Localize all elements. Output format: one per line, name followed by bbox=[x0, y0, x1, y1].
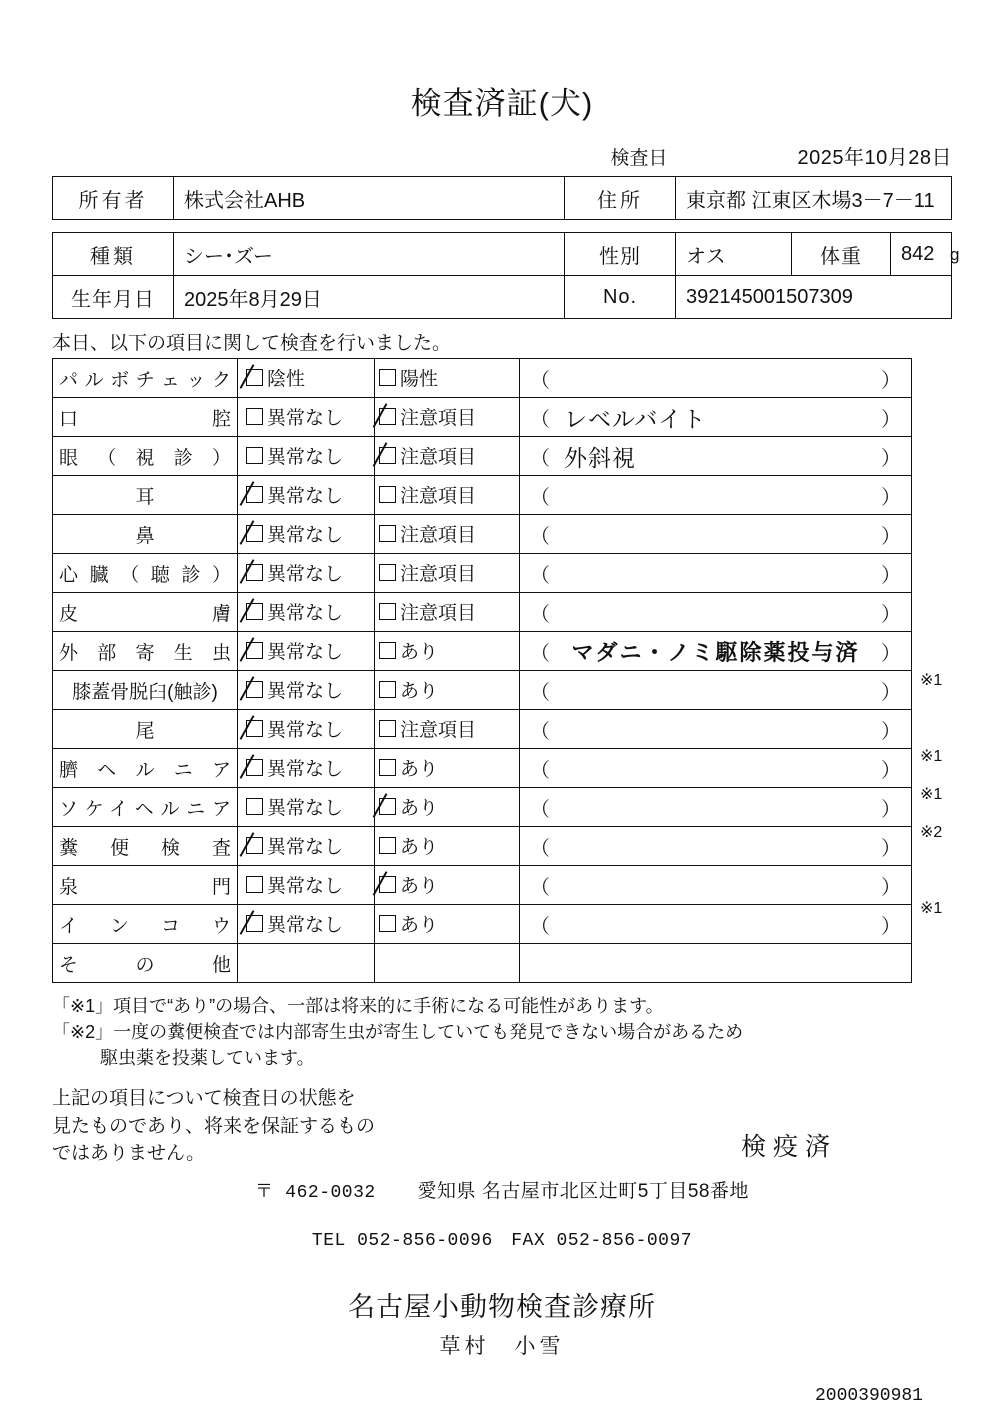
disclaimer-line-2: 見たものであり、将来を保証するもの bbox=[52, 1115, 376, 1137]
footnote-marker: ※1 bbox=[920, 748, 943, 765]
checked-checkbox-icon[interactable] bbox=[246, 525, 263, 542]
checklist-note-cell[interactable] bbox=[520, 827, 912, 866]
checklist-option-1[interactable] bbox=[238, 476, 375, 515]
checklist-table bbox=[52, 358, 912, 983]
checkbox-label: あり bbox=[400, 798, 439, 819]
note-handwritten-text: レベルバイト bbox=[564, 406, 707, 433]
checkbox-icon[interactable] bbox=[379, 915, 396, 932]
owner-label: 所有者 bbox=[53, 177, 174, 220]
note-close-paren: ） bbox=[881, 369, 901, 392]
checked-checkbox-icon[interactable] bbox=[379, 408, 396, 425]
clinic-address-line bbox=[52, 1176, 952, 1203]
checklist-item-label: 鼻 bbox=[53, 515, 238, 554]
checklist-item-label: インコウ bbox=[53, 905, 238, 944]
checklist-option-2[interactable] bbox=[375, 398, 520, 437]
note-close-paren: ） bbox=[881, 642, 901, 665]
checklist-item-label: 臍ヘルニア bbox=[53, 749, 238, 788]
footnote-2-cont: 駆虫薬を投薬しています。 bbox=[100, 1048, 315, 1069]
note-close-paren: ） bbox=[881, 759, 901, 782]
checkbox-icon[interactable] bbox=[246, 798, 263, 815]
checklist-option-1[interactable] bbox=[238, 710, 375, 749]
checkbox-label: 異常なし bbox=[267, 798, 344, 819]
checklist-option-1[interactable] bbox=[238, 632, 375, 671]
checklist-item-label: パルボチェック bbox=[53, 359, 238, 398]
checklist-item-label: 心臓（聴診） bbox=[53, 554, 238, 593]
checklist-note-cell[interactable] bbox=[520, 749, 912, 788]
disclaimer-stamp-row bbox=[52, 1085, 952, 1168]
checklist-option-1[interactable] bbox=[238, 515, 375, 554]
breed-row bbox=[53, 233, 952, 276]
checklist-note-cell[interactable] bbox=[520, 437, 912, 476]
checklist-option-1[interactable] bbox=[238, 866, 375, 905]
note-close-paren: ） bbox=[881, 525, 901, 548]
page-title: 検査済証(犬) bbox=[410, 86, 594, 121]
checkbox-label: 異常なし bbox=[267, 486, 344, 507]
checkbox-label: 注意項目 bbox=[400, 564, 477, 585]
checkbox-label: 注意項目 bbox=[400, 486, 477, 507]
checklist-option-2[interactable] bbox=[375, 749, 520, 788]
checklist-option-1[interactable] bbox=[238, 749, 375, 788]
veterinarian-name: 草村 小雪 bbox=[439, 1334, 565, 1358]
note-close-paren: ） bbox=[881, 876, 901, 899]
checkbox-label: あり bbox=[400, 915, 439, 936]
note-open-paren: （ bbox=[530, 525, 550, 548]
checklist-option-2[interactable] bbox=[375, 632, 520, 671]
checked-checkbox-icon[interactable] bbox=[246, 681, 263, 698]
checklist-note-cell[interactable] bbox=[520, 671, 912, 710]
checklist-note-cell[interactable] bbox=[520, 710, 912, 749]
note-close-paren: ） bbox=[881, 915, 901, 938]
checklist-row bbox=[53, 710, 912, 749]
checklist-note-cell[interactable] bbox=[520, 398, 912, 437]
checklist-wrapper bbox=[52, 358, 952, 983]
checklist-note-cell[interactable] bbox=[520, 788, 912, 827]
address-label: 住所 bbox=[565, 177, 676, 220]
clinic-name: 名古屋小動物検査診療所 bbox=[348, 1291, 656, 1322]
animal-table bbox=[52, 232, 960, 319]
checked-checkbox-icon[interactable] bbox=[379, 447, 396, 464]
checklist-item-label: 泉 門 bbox=[53, 866, 238, 905]
note-close-paren: ） bbox=[881, 564, 901, 587]
checklist-row bbox=[53, 866, 912, 905]
checklist-option-2[interactable] bbox=[375, 905, 520, 944]
checklist-row bbox=[53, 476, 912, 515]
note-handwritten-text: 外斜視 bbox=[564, 445, 636, 472]
checkbox-icon[interactable] bbox=[379, 525, 396, 542]
footnote-2: 「※2」一度の糞便検査では内部寄生虫が寄生していても発見できない場合があるため bbox=[52, 1022, 744, 1043]
checklist-option-2[interactable] bbox=[375, 359, 520, 398]
note-open-paren: （ bbox=[530, 915, 550, 938]
note-close-paren: ） bbox=[881, 603, 901, 626]
checklist-note-cell[interactable] bbox=[520, 359, 912, 398]
checklist-row bbox=[53, 593, 912, 632]
checked-checkbox-icon[interactable] bbox=[246, 369, 263, 386]
checkbox-icon[interactable] bbox=[379, 369, 396, 386]
checklist-option-1[interactable] bbox=[238, 593, 375, 632]
footnote-marker: ※1 bbox=[920, 672, 943, 689]
checklist-row bbox=[53, 554, 912, 593]
checklist-option-2[interactable] bbox=[375, 593, 520, 632]
footnotes bbox=[52, 993, 952, 1071]
checklist-row bbox=[53, 749, 912, 788]
checkbox-label: 異常なし bbox=[267, 915, 344, 936]
checkbox-icon[interactable] bbox=[379, 837, 396, 854]
checkbox-label: 注意項目 bbox=[400, 408, 477, 429]
note-open-paren: （ bbox=[530, 798, 550, 821]
footnote-marker: ※1 bbox=[920, 900, 943, 917]
note-close-paren: ） bbox=[881, 408, 901, 431]
checked-checkbox-icon[interactable] bbox=[246, 759, 263, 776]
checklist-item-label: 外部寄生虫 bbox=[53, 632, 238, 671]
owner-value: 株式会社AHB bbox=[174, 177, 565, 220]
birth-label: 生年月日 bbox=[53, 276, 174, 319]
address-value: 東京都 江東区木場3－7－11 bbox=[676, 177, 952, 220]
footnote-1: 「※1」項目で“あり”の場合、一部は将来的に手術になる可能性があります。 bbox=[52, 996, 664, 1016]
clinic-tel-fax: TEL 052-856-0096 FAX 052-856-0097 bbox=[311, 1230, 693, 1251]
checklist-note-cell[interactable] bbox=[520, 866, 912, 905]
no-label: No. bbox=[565, 276, 676, 319]
checklist-row bbox=[53, 515, 912, 554]
checklist-option-2[interactable] bbox=[375, 866, 520, 905]
checkbox-label: あり bbox=[400, 681, 439, 702]
checklist-option-1[interactable] bbox=[238, 398, 375, 437]
no-value: 392145001507309 bbox=[676, 276, 952, 319]
checkbox-label: 異常なし bbox=[267, 681, 344, 702]
checked-checkbox-icon[interactable] bbox=[379, 798, 396, 815]
checklist-option-2[interactable] bbox=[375, 671, 520, 710]
birth-row bbox=[53, 276, 952, 319]
checkbox-icon[interactable] bbox=[379, 564, 396, 581]
note-open-paren: （ bbox=[530, 486, 550, 509]
checkbox-label: 異常なし bbox=[267, 564, 344, 585]
checklist-option-2[interactable] bbox=[375, 476, 520, 515]
checkbox-label: 異常なし bbox=[267, 837, 344, 858]
note-open-paren: （ bbox=[530, 564, 550, 587]
checklist-option-2[interactable] bbox=[375, 554, 520, 593]
checklist-option-1[interactable] bbox=[238, 554, 375, 593]
checklist-row bbox=[53, 632, 912, 671]
exam-date-value: 2025年10月28日 bbox=[797, 147, 952, 169]
checklist-option-2 bbox=[375, 944, 520, 983]
note-open-paren: （ bbox=[530, 681, 550, 704]
checklist-note-cell[interactable] bbox=[520, 515, 912, 554]
clinic-address: 愛知県 名古屋市北区辻町5丁目58番地 bbox=[417, 1180, 749, 1202]
checklist-note-cell[interactable] bbox=[520, 632, 912, 671]
note-open-paren: （ bbox=[530, 603, 550, 626]
weight-value: 842 bbox=[901, 242, 935, 265]
sex-label: 性別 bbox=[565, 233, 676, 276]
checklist-row bbox=[53, 944, 912, 983]
footnote-marker: ※1 bbox=[920, 786, 943, 803]
checkbox-icon[interactable] bbox=[379, 759, 396, 776]
checkbox-icon[interactable] bbox=[379, 642, 396, 659]
checklist-option-1[interactable] bbox=[238, 827, 375, 866]
checklist-row bbox=[53, 827, 912, 866]
serial-number: 2000390981 bbox=[814, 1385, 923, 1406]
checklist-item-label: ソケイヘルニア bbox=[53, 788, 238, 827]
note-handwritten-text: マダニ・ノミ駆除薬投与済 bbox=[571, 639, 860, 665]
weight-unit: g bbox=[949, 244, 960, 264]
footnote-marker: ※2 bbox=[920, 824, 943, 841]
checklist-option-1[interactable] bbox=[238, 671, 375, 710]
quarantine-stamp: 検疫済 bbox=[740, 1133, 837, 1162]
checkbox-label: 注意項目 bbox=[400, 447, 477, 468]
checklist-note-cell[interactable] bbox=[520, 905, 912, 944]
note-close-paren: ） bbox=[881, 720, 901, 743]
table-gap bbox=[0, 220, 1004, 232]
sex-value: オス bbox=[676, 233, 792, 276]
checklist-option-1[interactable] bbox=[238, 788, 375, 827]
checklist-note-cell[interactable] bbox=[520, 554, 912, 593]
checklist-item-label: 口 腔 bbox=[53, 398, 238, 437]
checkbox-label: あり bbox=[400, 876, 439, 897]
checklist-note-cell[interactable] bbox=[520, 476, 912, 515]
checkbox-label: あり bbox=[400, 837, 439, 858]
checkbox-label: あり bbox=[400, 759, 439, 780]
checklist-row bbox=[53, 905, 912, 944]
note-open-paren: （ bbox=[530, 876, 550, 899]
checklist-option-1 bbox=[238, 944, 375, 983]
weight-label: 体重 bbox=[792, 233, 891, 276]
checklist-row bbox=[53, 788, 912, 827]
checklist-item-label: その他 bbox=[53, 944, 238, 983]
checkbox-label: 陰性 bbox=[267, 369, 306, 390]
checkbox-icon[interactable] bbox=[246, 876, 263, 893]
checkbox-label: 異常なし bbox=[267, 447, 344, 468]
checkbox-label: 異常なし bbox=[267, 876, 344, 897]
checkbox-icon[interactable] bbox=[246, 408, 263, 425]
checklist-item-label: 耳 bbox=[53, 476, 238, 515]
checked-checkbox-icon[interactable] bbox=[246, 603, 263, 620]
disclaimer bbox=[52, 1085, 375, 1168]
note-open-paren: （ bbox=[530, 720, 550, 743]
checkbox-label: 異常なし bbox=[267, 759, 344, 780]
checklist-row bbox=[53, 671, 912, 710]
checklist-option-1[interactable] bbox=[238, 905, 375, 944]
checkbox-label: 異常なし bbox=[267, 603, 344, 624]
checklist-item-label: 皮 膚 bbox=[53, 593, 238, 632]
checkbox-icon[interactable] bbox=[379, 681, 396, 698]
intro-text: 本日、以下の項目に関して検査を行いました。 bbox=[52, 333, 452, 354]
checklist-option-2[interactable] bbox=[375, 710, 520, 749]
checkbox-label: 注意項目 bbox=[400, 603, 477, 624]
checkbox-icon[interactable] bbox=[379, 720, 396, 737]
checkbox-label: あり bbox=[400, 642, 439, 663]
note-close-paren: ） bbox=[881, 837, 901, 860]
note-open-paren: （ bbox=[530, 369, 550, 392]
checkbox-icon[interactable] bbox=[379, 486, 396, 503]
weight-cell bbox=[891, 233, 960, 276]
checkbox-label: 陽性 bbox=[400, 369, 439, 390]
checklist-option-2[interactable] bbox=[375, 827, 520, 866]
checked-checkbox-icon[interactable] bbox=[379, 876, 396, 893]
checklist-option-2[interactable] bbox=[375, 788, 520, 827]
checkbox-label: 異常なし bbox=[267, 720, 344, 741]
note-open-paren: （ bbox=[530, 642, 550, 665]
note-open-paren: （ bbox=[530, 447, 550, 470]
checklist-row bbox=[53, 398, 912, 437]
checked-checkbox-icon[interactable] bbox=[246, 915, 263, 932]
note-open-paren: （ bbox=[530, 408, 550, 431]
checklist-row bbox=[53, 359, 912, 398]
checkbox-label: 注意項目 bbox=[400, 720, 477, 741]
note-close-paren: ） bbox=[881, 681, 901, 704]
disclaimer-line-1: 上記の項目について検査日の状態を bbox=[52, 1088, 356, 1110]
checklist-option-1[interactable] bbox=[238, 359, 375, 398]
checked-checkbox-icon[interactable] bbox=[246, 642, 263, 659]
checkbox-icon[interactable] bbox=[379, 603, 396, 620]
exam-date-label: 検査日 bbox=[610, 148, 668, 169]
checklist-item-label: 尾 bbox=[53, 710, 238, 749]
checklist-item-label: 眼（視診） bbox=[53, 437, 238, 476]
checklist-item-label: 膝蓋骨脱臼(触診) bbox=[53, 671, 238, 710]
postal-mark: 〒 bbox=[255, 1182, 274, 1203]
checkbox-icon[interactable] bbox=[246, 447, 263, 464]
exam-date-row bbox=[0, 141, 952, 170]
owner-row bbox=[53, 177, 952, 220]
breed-label: 種類 bbox=[53, 233, 174, 276]
checklist-option-2[interactable] bbox=[375, 437, 520, 476]
note-open-paren: （ bbox=[530, 759, 550, 782]
breed-value: シー･ズー bbox=[174, 233, 565, 276]
postal-code: 462-0032 bbox=[285, 1182, 376, 1203]
checkbox-label: 注意項目 bbox=[400, 525, 477, 546]
checked-checkbox-icon[interactable] bbox=[246, 564, 263, 581]
checked-checkbox-icon[interactable] bbox=[246, 720, 263, 737]
checklist-option-2[interactable] bbox=[375, 515, 520, 554]
disclaimer-line-3: ではありません。 bbox=[52, 1143, 206, 1165]
checkbox-label: 異常なし bbox=[267, 408, 344, 429]
checklist-note-cell[interactable] bbox=[520, 593, 912, 632]
checkbox-label: 異常なし bbox=[267, 642, 344, 663]
checked-checkbox-icon[interactable] bbox=[246, 486, 263, 503]
checklist-item-label: 糞便検査 bbox=[53, 827, 238, 866]
checklist-row bbox=[53, 437, 912, 476]
checklist-note-cell[interactable] bbox=[520, 944, 912, 983]
checklist-option-1[interactable] bbox=[238, 437, 375, 476]
owner-table bbox=[52, 176, 952, 220]
birth-value: 2025年8月29日 bbox=[174, 276, 565, 319]
note-close-paren: ） bbox=[881, 486, 901, 509]
note-close-paren: ） bbox=[881, 447, 901, 470]
clinic-block bbox=[52, 1176, 952, 1360]
checkbox-label: 異常なし bbox=[267, 525, 344, 546]
note-open-paren: （ bbox=[530, 837, 550, 860]
note-close-paren: ） bbox=[881, 798, 901, 821]
checked-checkbox-icon[interactable] bbox=[246, 837, 263, 854]
